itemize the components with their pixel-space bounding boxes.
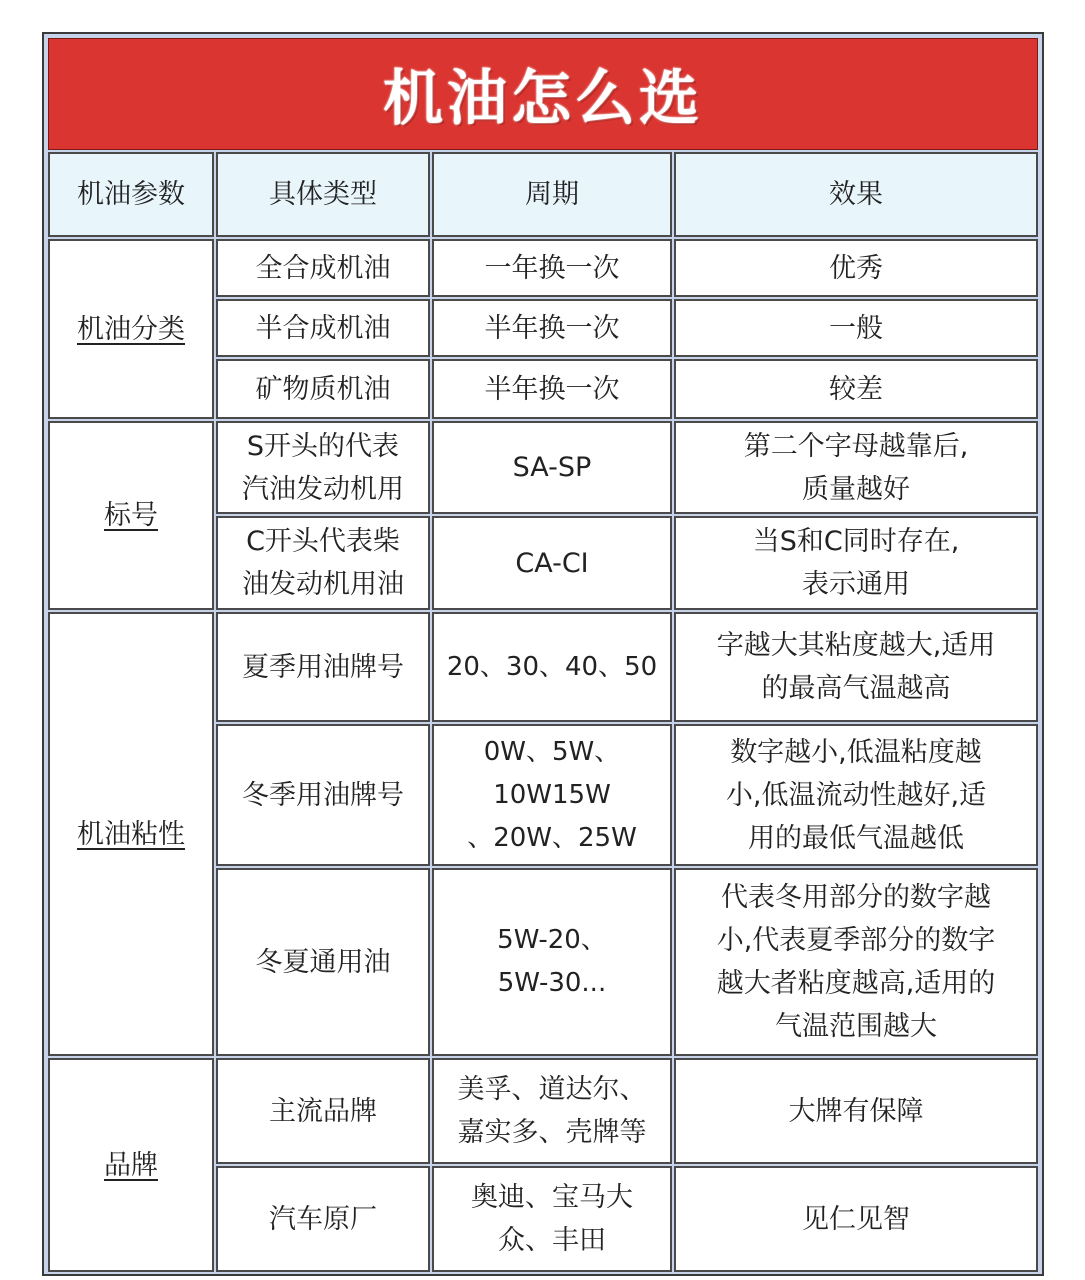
table-row-period: 一年换一次: [432, 239, 672, 297]
header-period: 周期: [432, 152, 672, 237]
table-row-period: 半年换一次: [432, 359, 672, 419]
table-row-type: S开头的代表 汽油发动机用: [216, 421, 430, 514]
table-row-period: 奥迪、宝马大 众、丰田: [432, 1166, 672, 1272]
header-type: 具体类型: [216, 152, 430, 237]
table-row-type: 冬季用油牌号: [216, 724, 430, 866]
table-row-type: 矿物质机油: [216, 359, 430, 419]
table-row-effect: 当S和C同时存在, 表示通用: [674, 516, 1038, 610]
section-label-grade: 标号: [48, 421, 214, 610]
table-row-effect: 优秀: [674, 239, 1038, 297]
table-row-period: 半年换一次: [432, 299, 672, 357]
table-row-effect: 字越大其粘度越大,适用 的最高气温越高: [674, 612, 1038, 722]
table-row-period: 5W-20、 5W-30...: [432, 868, 672, 1056]
table-row-type: 半合成机油: [216, 299, 430, 357]
table-row-period: CA-CI: [432, 516, 672, 610]
section-label-classification: 机油分类: [48, 239, 214, 419]
table-row-effect: 一般: [674, 299, 1038, 357]
section-label-viscosity: 机油粘性: [48, 612, 214, 1056]
table-row-effect: 较差: [674, 359, 1038, 419]
table-row-effect: 代表冬用部分的数字越 小,代表夏季部分的数字 越大者粘度越高,适用的 气温范围越大: [674, 868, 1038, 1056]
table-row-period: 20、30、40、50: [432, 612, 672, 722]
header-effect: 效果: [674, 152, 1038, 237]
oil-guide-table: [42, 32, 1044, 1276]
table-row-type: C开头代表柴 油发动机用油: [216, 516, 430, 610]
table-row-type: 全合成机油: [216, 239, 430, 297]
table-row-type: 夏季用油牌号: [216, 612, 430, 722]
table-row-period: 0W、5W、10W15W 、20W、25W: [432, 724, 672, 866]
table-row-effect: 数字越小,低温粘度越 小,低温流动性越好,适 用的最低气温越低: [674, 724, 1038, 866]
title-banner: [48, 38, 1038, 150]
table-row-effect: 见仁见智: [674, 1166, 1038, 1272]
table-row-effect: 大牌有保障: [674, 1058, 1038, 1164]
header-param: 机油参数: [48, 152, 214, 237]
table-row-type: 主流品牌: [216, 1058, 430, 1164]
table-row-period: 美孚、道达尔、 嘉实多、壳牌等: [432, 1058, 672, 1164]
table-row-type: 汽车原厂: [216, 1166, 430, 1272]
section-label-brand: 品牌: [48, 1058, 214, 1272]
table-row-effect: 第二个字母越靠后, 质量越好: [674, 421, 1038, 514]
table-row-period: SA-SP: [432, 421, 672, 514]
table-row-type: 冬夏通用油: [216, 868, 430, 1056]
page-title: 机油怎么选: [383, 64, 703, 134]
